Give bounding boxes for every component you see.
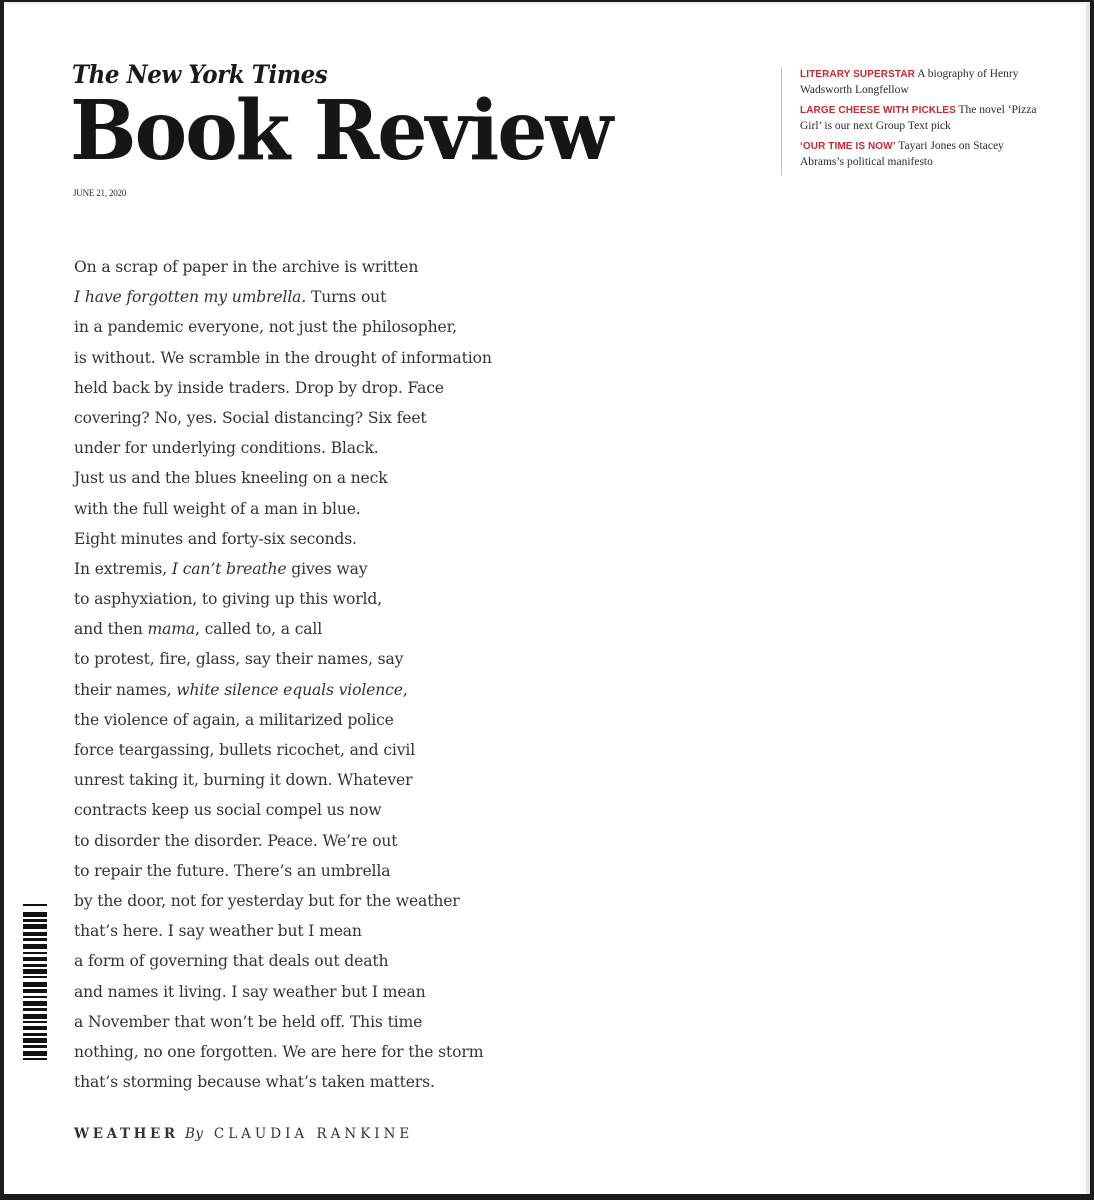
poem-line xyxy=(74,916,492,946)
poem-line xyxy=(74,312,492,342)
teaser-text: A biography of Henry Wadsworth Longfellow xyxy=(800,68,1019,96)
poem-italic-text: I can’t breathe xyxy=(171,559,287,578)
barcode-bar xyxy=(23,904,47,906)
poem-line xyxy=(74,977,492,1007)
poem-text: On a scrap of paper in the archive is written xyxy=(74,258,419,276)
poem-line xyxy=(74,856,492,886)
poem-italic-text: mama xyxy=(147,620,196,639)
barcode-bar xyxy=(23,996,47,998)
teaser-kicker: LITERARY SUPERSTAR xyxy=(800,69,915,80)
barcode-bar xyxy=(23,1058,47,1060)
poem-text: to protest, fire, glass, say their names, say xyxy=(74,650,404,669)
poem-line xyxy=(74,1067,492,1097)
poem-author: CLAUDIA RANKINE xyxy=(213,1126,414,1142)
poem-line xyxy=(74,463,492,493)
barcode-bar xyxy=(23,964,47,967)
barcode-bar xyxy=(23,1021,47,1023)
poem-line xyxy=(74,765,492,795)
poem-text: . Turns out xyxy=(301,288,387,307)
book-review-cover xyxy=(4,2,1090,1194)
poem-line xyxy=(74,373,492,403)
barcode-bar xyxy=(23,1045,47,1048)
poem-text: to asphyxiation, to giving up this world, xyxy=(74,590,382,609)
poem-line xyxy=(74,886,492,916)
poem-line xyxy=(74,644,492,674)
poem-text: by the door, not for yesterday but for the weather xyxy=(74,891,460,910)
poem-text: under for underlying conditions. Black. xyxy=(74,439,379,458)
poem-text: held back by inside traders. Drop by drop. Face xyxy=(74,378,444,397)
poem-text: In extremis, xyxy=(74,559,172,578)
barcode-bar xyxy=(23,1014,47,1019)
poem-line xyxy=(74,946,492,976)
barcode-bar xyxy=(23,924,47,929)
teaser-kicker: LARGE CHEESE WITH PICKLES xyxy=(800,105,956,116)
poem-text: , xyxy=(402,680,408,699)
poem-text: a form of governing that deals out death xyxy=(74,952,389,971)
poem-text: unrest taking it, burning it down. Whatever xyxy=(74,771,413,790)
teaser-text: Tayari Jones on Stacey Abrams’s political manifesto xyxy=(800,140,1004,168)
poem-line xyxy=(74,403,492,433)
poem-line xyxy=(74,735,492,765)
poem-text: their names, xyxy=(74,680,177,699)
teaser-text: The novel ‘Pizza Girl’ is our next Group Text pick xyxy=(800,104,1037,132)
poem-text: Just us and the blues kneeling on a neck xyxy=(74,469,388,488)
poem-text: in a pandemic everyone, not just the philosopher, xyxy=(74,318,457,337)
barcode-bar xyxy=(23,1026,47,1030)
poem-text: a November that won’t be held off. This time xyxy=(74,1012,423,1031)
poem-text: force teargassing, bullets ricochet, and civil xyxy=(74,741,416,759)
teaser-item[interactable] xyxy=(800,139,1050,170)
barcode-icon xyxy=(23,904,47,1060)
poem-body xyxy=(74,252,492,1097)
poem-line xyxy=(74,554,492,584)
poem-text: the violence of again, a militarized police xyxy=(74,710,394,729)
poem-line xyxy=(74,433,492,463)
poem-line xyxy=(74,524,492,554)
barcode-bar xyxy=(23,969,47,974)
barcode-bar xyxy=(23,912,47,917)
teaser-item[interactable] xyxy=(800,103,1050,134)
barcode-bar xyxy=(23,919,47,922)
barcode-bar xyxy=(23,1051,47,1056)
barcode-bar xyxy=(23,1038,47,1043)
barcode-bar xyxy=(23,938,47,941)
poem-text: that’s storming because what’s taken matters. xyxy=(74,1073,435,1092)
poem-title: WEATHER xyxy=(74,1126,179,1142)
poem-text: and then xyxy=(74,620,148,639)
poem-text: , called to, a call xyxy=(195,620,323,639)
poem-line xyxy=(74,705,492,735)
poem-line xyxy=(74,795,492,825)
barcode-bar xyxy=(23,944,47,949)
poem-text: that’s here. I say weather but I mean xyxy=(74,922,362,941)
poem-text: Eight minutes and forty-six seconds. xyxy=(74,529,357,548)
byline-by: By xyxy=(185,1126,204,1142)
poem-line xyxy=(74,494,492,524)
nyt-logo: The New York Times xyxy=(72,60,328,89)
issue-date: JUNE 21, 2020 xyxy=(73,188,127,198)
poem-text: and names it living. I say weather but I mean xyxy=(74,982,426,1001)
poem-text: to repair the future. There’s an umbrella xyxy=(74,861,391,880)
poem-text: gives way xyxy=(286,559,368,578)
barcode-bar xyxy=(23,989,47,993)
barcode-bar xyxy=(23,1001,47,1006)
page-title: Book Review xyxy=(70,83,612,179)
poem-italic-text: white silence equals violence xyxy=(176,680,403,699)
teaser-list xyxy=(781,67,1050,175)
barcode-bar xyxy=(23,1033,47,1036)
poem-line xyxy=(74,1007,492,1037)
teaser-item[interactable] xyxy=(800,67,1050,98)
poem-text: with the full weight of a man in blue. xyxy=(74,499,361,518)
poem-line xyxy=(74,1037,492,1067)
poem-line xyxy=(74,282,492,312)
poem-italic-text: I have forgotten my umbrella xyxy=(74,288,302,307)
poem-line xyxy=(74,343,492,373)
barcode-bar xyxy=(23,982,47,987)
teaser-kicker: ‘OUR TIME IS NOW’ xyxy=(800,141,896,152)
barcode-bar xyxy=(23,1008,47,1011)
barcode-bar xyxy=(23,952,47,954)
poem-text: is without. We scramble in the drought of information xyxy=(74,348,492,367)
poem-line xyxy=(74,584,492,614)
poem-line xyxy=(74,614,492,644)
poem-line xyxy=(74,252,492,282)
poem-line xyxy=(74,826,492,856)
barcode-bar xyxy=(23,932,47,936)
poem-text: to disorder the disorder. Peace. We’re out xyxy=(74,831,398,850)
poem-text: contracts keep us social compel us now xyxy=(74,801,382,820)
poem-text: covering? No, yes. Social distancing? Six feet xyxy=(74,408,427,427)
poem-text: nothing, no one forgotten. We are here for the storm xyxy=(74,1042,484,1061)
poem-line xyxy=(74,675,492,705)
barcode-bar xyxy=(23,957,47,961)
barcode-bar xyxy=(23,976,47,978)
byline xyxy=(74,1126,413,1142)
